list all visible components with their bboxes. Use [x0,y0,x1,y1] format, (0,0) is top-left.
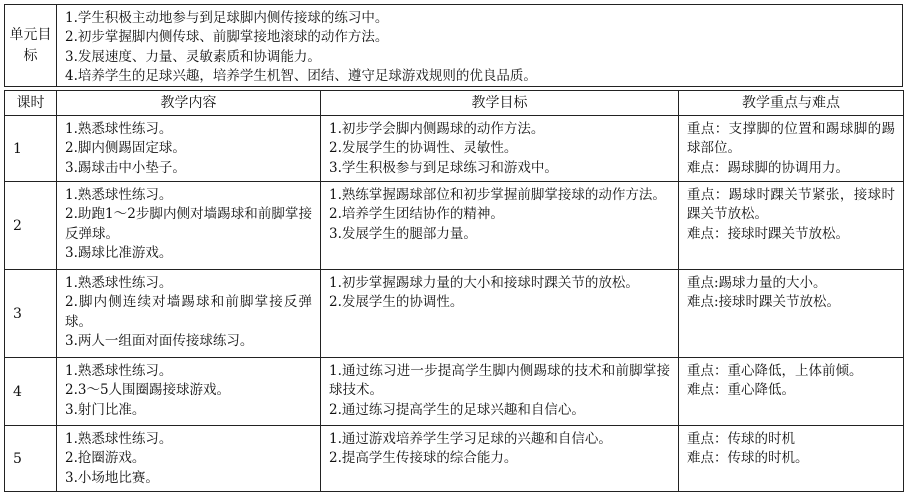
goal-item: 2.发展学生的协调性。 [329,294,464,311]
content-item: 3.两人一组面对面传接球练习。 [65,332,254,349]
content-cell [57,182,321,270]
goal-item: 3.学生积极参与到足球练习和游戏中。 [329,159,558,176]
content-item: 3.小场地比赛。 [65,469,159,486]
content-item: 2.脚内侧踢固定球。 [65,140,186,157]
table-row [5,270,904,358]
content-item: 1.熟悉球性练习。 [65,121,173,137]
goal-cell [321,426,679,492]
key-point-item: 重点:踢球力量的大小。 [687,275,827,291]
unit-goal-list [57,5,902,86]
key-points-cell [679,270,904,358]
header-period: 课时 [5,91,57,116]
content-cell [57,426,321,492]
key-points-cell [679,116,904,182]
goal-item: 2.发展学生的协调性、灵敏性。 [329,140,518,157]
key-point-item: 难点：重心降低。 [687,382,795,399]
content-item: 1.熟悉球性练习。 [65,187,173,203]
content-item: 2.抢圈游戏。 [65,450,146,467]
goal-item: 2.通过练习提高学生的足球兴趣和自信心。 [329,401,585,418]
period-cell: 5 [5,426,57,492]
table-row [5,116,904,182]
content-item: 2.3～5人围圈踢接球游戏。 [65,382,231,399]
content-cell [57,270,321,358]
key-points-cell [679,426,904,492]
goal-cell [321,182,679,270]
goal-item: 3.发展学生的腿部力量。 [329,225,477,242]
key-point-item: 难点：踢球脚的协调用力。 [687,159,849,176]
content-item: 1.熟悉球性练习。 [65,431,173,447]
period-cell: 3 [5,270,57,358]
key-point-item: 难点:接球时踝关节放松。 [687,294,841,311]
key-points-cell [679,182,904,270]
goal-item: 2.培养学生团结协作的精神。 [329,206,504,223]
unit-goal-item: 4.培养学生的足球兴趣，培养学生机智、团结、遵守足球游戏规则的优良品质。 [65,67,537,84]
key-point-item: 难点：接球时踝关节放松。 [687,225,849,242]
content-item: 3.射门比准。 [65,401,146,418]
table-header-row [5,91,904,116]
goal-cell [321,116,679,182]
table-row [5,182,904,270]
unit-goal-item: 1.学生积极主动地参与到足球脚内侧传接球的练习中。 [65,10,389,26]
header-goal: 教学目标 [321,91,679,116]
period-cell: 1 [5,116,57,182]
key-point-item: 重点：传球的时机 [687,431,795,447]
header-content: 教学内容 [57,91,321,116]
content-item: 3.踢球击中小垫子。 [65,159,186,176]
period-cell: 4 [5,358,57,426]
unit-goal-section [4,4,903,87]
key-point-item: 难点：传球的时机。 [687,450,809,467]
goal-item: 1.熟练掌握踢球部位和初步掌握前脚掌接球的动作方法。 [329,187,666,203]
key-point-item: 重点：重心降低，上体前倾。 [687,363,863,379]
key-point-item: 重点：踢球时踝关节紧张，接球时踝关节放松。 [687,187,895,223]
content-item: 1.熟悉球性练习。 [65,275,173,291]
unit-goal-item: 2.初步掌握脚内侧传球、前脚掌接地滚球的动作方法。 [65,29,389,46]
unit-goal-item: 3.发展速度、力量、灵敏素质和协调能力。 [65,48,321,65]
table-row [5,426,904,492]
goal-cell [321,270,679,358]
content-cell [57,358,321,426]
content-item: 2.助跑1～2步脚内侧对墙踢球和前脚掌接反弹球。 [65,206,312,242]
period-cell: 2 [5,182,57,270]
key-points-cell [679,358,904,426]
goal-cell [321,358,679,426]
goal-item: 1.通过练习进一步提高学生脚内侧踢球的技术和前脚掌接球技术。 [329,363,670,399]
content-item: 1.熟悉球性练习。 [65,363,173,379]
content-cell [57,116,321,182]
header-key-points: 教学重点与难点 [679,91,904,116]
content-item: 3.踢球比准游戏。 [65,244,173,261]
goal-item: 1.初步学会脚内侧踢球的动作方法。 [329,121,545,137]
goal-item: 1.通过游戏培养学生学习足球的兴趣和自信心。 [329,431,612,447]
unit-goal-label: 单元目标 [5,5,57,86]
goal-item: 1.初步掌握踢球力量的大小和接球时踝关节的放松。 [329,275,639,291]
table-row [5,358,904,426]
key-point-item: 重点：支撑脚的位置和踢球脚的踢球部位。 [687,121,895,157]
goal-item: 2.提高学生传接球的综合能力。 [329,450,518,467]
lesson-table [4,90,904,492]
content-item: 2.脚内侧连续对墙踢球和前脚掌接反弹球。 [65,294,312,330]
